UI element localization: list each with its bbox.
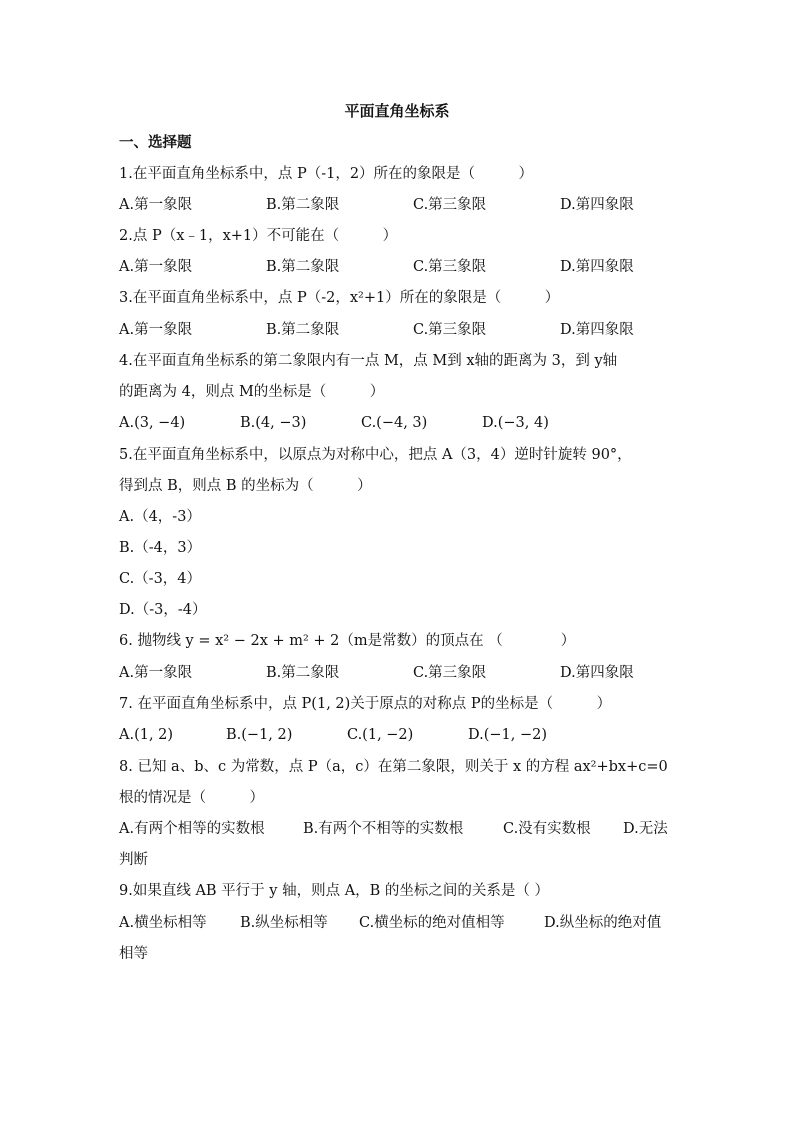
question-9-option-d: D.纵坐标的绝对值 bbox=[544, 915, 662, 931]
question-2-option-d: D.第四象限 bbox=[560, 259, 634, 275]
question-1-stem: 1.在平面直角坐标系中，点 P（-1，2）所在的象限是（ ） bbox=[119, 166, 534, 182]
question-9-option-d-continued: 相等 bbox=[119, 946, 148, 962]
question-9-option-a: A.横坐标相等 bbox=[119, 915, 207, 931]
question-9-option-c: C.横坐标的绝对值相等 bbox=[359, 915, 505, 931]
question-4-option-d: D.(−3, 4) bbox=[482, 415, 549, 431]
question-8-option-b: B.有两个不相等的实数根 bbox=[303, 821, 464, 837]
question-3-option-b: B.第二象限 bbox=[266, 322, 340, 338]
question-6-option-d: D.第四象限 bbox=[560, 665, 634, 681]
question-2-stem: 2.点 P（x﹣1，x+1）不可能在（ ） bbox=[119, 228, 398, 244]
question-2-option-a: A.第一象限 bbox=[119, 259, 193, 275]
question-8-option-d: D.无法 bbox=[623, 821, 668, 837]
question-9-option-b: B.纵坐标相等 bbox=[240, 915, 328, 931]
question-5-stem-line-1: 5.在平面直角坐标系中，以原点为对称中心，把点 A（3，4）逆时针旋转 90°， bbox=[119, 447, 632, 463]
page-title: 平面直角坐标系 bbox=[344, 102, 450, 120]
question-6-stem: 6. 抛物线 y = x² − 2x + m² + 2（m是常数）的顶点在 （ ） bbox=[119, 633, 576, 649]
question-6-option-c: C.第三象限 bbox=[413, 665, 487, 681]
question-7-option-b: B.(−1, 2) bbox=[226, 727, 293, 743]
question-8-stem-line-2: 根的情况是（ ） bbox=[119, 790, 264, 806]
question-7-option-d: D.(−1, −2) bbox=[468, 727, 547, 743]
question-4-option-a: A.(3, −4) bbox=[119, 415, 186, 431]
question-1-option-c: C.第三象限 bbox=[413, 197, 487, 213]
question-4-option-b: B.(4, −3) bbox=[240, 415, 307, 431]
question-1-option-b: B.第二象限 bbox=[266, 197, 340, 213]
question-1-option-d: D.第四象限 bbox=[560, 197, 634, 213]
section-heading: 一、选择题 bbox=[119, 134, 192, 151]
question-5-option-b: B.（-4，3） bbox=[119, 540, 202, 556]
question-7-option-a: A.(1, 2) bbox=[119, 727, 174, 743]
question-6-option-a: A.第一象限 bbox=[119, 665, 193, 681]
question-3-option-c: C.第三象限 bbox=[413, 322, 487, 338]
question-5-stem-line-2: 得到点 B，则点 B 的坐标为（ ） bbox=[119, 478, 372, 494]
question-4-stem-line-1: 4.在平面直角坐标系的第二象限内有一点 M，点 M到 x轴的距离为 3，到 y轴 bbox=[119, 353, 618, 369]
question-8-option-d-continued: 判断 bbox=[119, 852, 148, 868]
question-3-stem: 3.在平面直角坐标系中，点 P（-2，x²+1）所在的象限是（ ） bbox=[119, 290, 560, 306]
question-9-stem: 9.如果直线 AB 平行于 y 轴，则点 A，B 的坐标之间的关系是（ ） bbox=[119, 883, 550, 899]
question-4-option-c: C.(−4, 3) bbox=[361, 415, 428, 431]
question-4-stem-line-2: 的距离为 4，则点 M的坐标是（ ） bbox=[119, 384, 385, 400]
question-8-option-c: C.没有实数根 bbox=[503, 821, 591, 837]
question-5-option-d: D.（-3，-4） bbox=[119, 602, 207, 618]
question-2-option-b: B.第二象限 bbox=[266, 259, 340, 275]
question-3-option-d: D.第四象限 bbox=[560, 322, 634, 338]
question-7-option-c: C.(1, −2) bbox=[347, 727, 414, 743]
question-3-option-a: A.第一象限 bbox=[119, 322, 193, 338]
question-8-option-a: A.有两个相等的实数根 bbox=[119, 821, 265, 837]
question-7-stem: 7. 在平面直角坐标系中，点 P(1, 2)关于原点的对称点 P的坐标是（ ） bbox=[119, 696, 612, 712]
question-6-option-b: B.第二象限 bbox=[266, 665, 340, 681]
question-5-option-a: A.（4，-3） bbox=[119, 509, 201, 525]
question-8-stem-line-1: 8. 已知 a、b、c 为常数，点 P（a，c）在第二象限，则关于 x 的方程 ax²+bx+c=0 bbox=[119, 759, 668, 775]
question-5-option-c: C.（-3，4） bbox=[119, 571, 202, 587]
question-2-option-c: C.第三象限 bbox=[413, 259, 487, 275]
question-1-option-a: A.第一象限 bbox=[119, 197, 193, 213]
